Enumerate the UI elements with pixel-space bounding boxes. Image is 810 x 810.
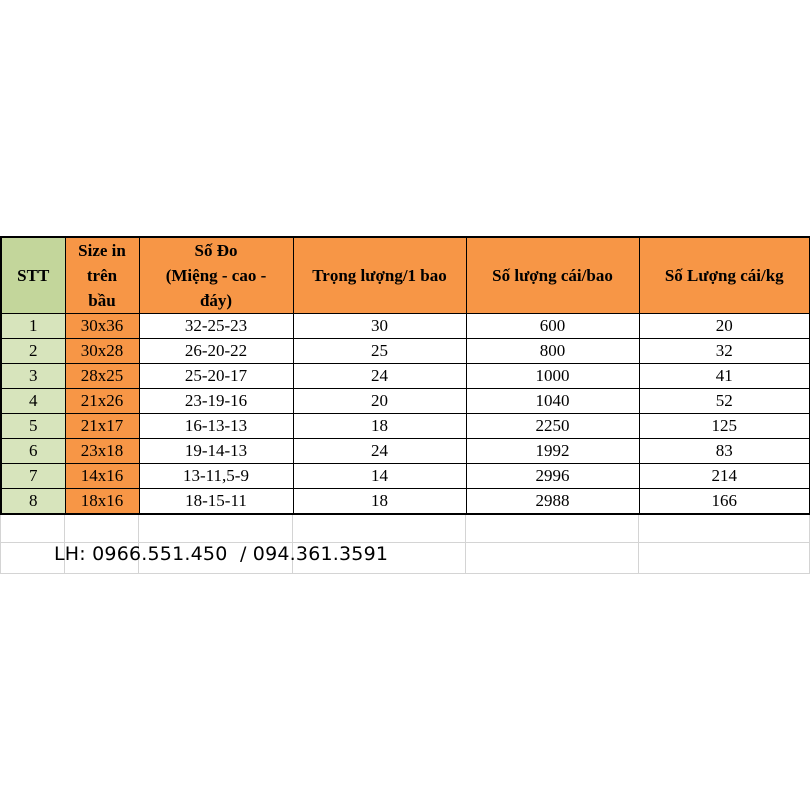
cell-measure[interactable]: 16-13-13 <box>139 414 293 439</box>
product-table <box>0 236 810 515</box>
cell-stt[interactable]: 8 <box>1 489 65 515</box>
table-body <box>1 314 810 515</box>
cell-count-bag[interactable]: 1040 <box>466 389 639 414</box>
header-size-line2: trên <box>86 266 118 285</box>
cell-measure[interactable]: 25-20-17 <box>139 364 293 389</box>
cell-measure[interactable]: 19-14-13 <box>139 439 293 464</box>
cell-count-bag[interactable]: 2988 <box>466 489 639 515</box>
cell-weight[interactable]: 24 <box>293 364 466 389</box>
cell-weight[interactable]: 14 <box>293 464 466 489</box>
table-row <box>1 389 810 414</box>
cell-size[interactable]: 23x18 <box>65 439 139 464</box>
cell-count-bag[interactable]: 600 <box>466 314 639 339</box>
grid-cell[interactable] <box>466 515 639 543</box>
header-row <box>1 237 810 314</box>
grid-cell[interactable] <box>639 515 810 543</box>
cell-size[interactable]: 28x25 <box>65 364 139 389</box>
cell-count-kg[interactable]: 83 <box>639 439 810 464</box>
grid-cell[interactable] <box>639 543 810 574</box>
cell-count-bag[interactable]: 2996 <box>466 464 639 489</box>
cell-count-bag[interactable]: 1000 <box>466 364 639 389</box>
cell-size[interactable]: 30x36 <box>65 314 139 339</box>
header-size-line1: Size in <box>78 241 126 260</box>
cell-stt[interactable]: 6 <box>1 439 65 464</box>
cell-weight[interactable]: 24 <box>293 439 466 464</box>
grid-cell[interactable] <box>1 515 65 543</box>
header-size-line3: bầu <box>88 291 116 310</box>
cell-count-kg[interactable]: 32 <box>639 339 810 364</box>
spreadsheet <box>0 236 809 574</box>
cell-stt[interactable]: 2 <box>1 339 65 364</box>
cell-count-bag[interactable]: 2250 <box>466 414 639 439</box>
cell-count-kg[interactable]: 20 <box>639 314 810 339</box>
contact-phone-text: LH: 0966.551.450 / 094.361.3591 <box>54 543 389 565</box>
cell-stt[interactable]: 3 <box>1 364 65 389</box>
header-count-bag: Số lượng cái/bao <box>466 237 639 314</box>
cell-weight[interactable]: 30 <box>293 314 466 339</box>
header-stt: STT <box>1 237 65 314</box>
cell-measure[interactable]: 26-20-22 <box>139 339 293 364</box>
cell-size[interactable]: 14x16 <box>65 464 139 489</box>
table-row <box>1 489 810 515</box>
cell-weight[interactable]: 20 <box>293 389 466 414</box>
cell-measure[interactable]: 32-25-23 <box>139 314 293 339</box>
table-row <box>1 464 810 489</box>
cell-count-kg[interactable]: 166 <box>639 489 810 515</box>
header-measure-line3: đáy) <box>199 291 233 310</box>
header-measure-line1: Số Đo <box>194 241 238 260</box>
cell-stt[interactable]: 5 <box>1 414 65 439</box>
header-weight: Trọng lượng/1 bao <box>293 237 466 314</box>
cell-size[interactable]: 18x16 <box>65 489 139 515</box>
cell-measure[interactable]: 13-11,5-9 <box>139 464 293 489</box>
grid-cell[interactable] <box>139 515 293 543</box>
grid-cell[interactable] <box>466 543 639 574</box>
cell-weight[interactable]: 18 <box>293 414 466 439</box>
table-row <box>1 364 810 389</box>
table-row <box>1 314 810 339</box>
cell-measure[interactable]: 18-15-11 <box>139 489 293 515</box>
grid-cell[interactable] <box>293 515 466 543</box>
header-measure-line2: (Miệng - cao - <box>165 266 267 285</box>
table-row <box>1 414 810 439</box>
empty-row <box>1 515 810 543</box>
cell-stt[interactable]: 1 <box>1 314 65 339</box>
cell-count-kg[interactable]: 52 <box>639 389 810 414</box>
table-row <box>1 439 810 464</box>
cell-stt[interactable]: 7 <box>1 464 65 489</box>
cell-count-kg[interactable]: 214 <box>639 464 810 489</box>
header-size <box>65 237 139 314</box>
cell-count-kg[interactable]: 125 <box>639 414 810 439</box>
cell-size[interactable]: 21x17 <box>65 414 139 439</box>
header-count-kg: Số Lượng cái/kg <box>639 237 810 314</box>
cell-count-kg[interactable]: 41 <box>639 364 810 389</box>
cell-weight[interactable]: 25 <box>293 339 466 364</box>
cell-weight[interactable]: 18 <box>293 489 466 515</box>
cell-size[interactable]: 21x26 <box>65 389 139 414</box>
cell-measure[interactable]: 23-19-16 <box>139 389 293 414</box>
cell-count-bag[interactable]: 800 <box>466 339 639 364</box>
table-row <box>1 339 810 364</box>
cell-count-bag[interactable]: 1992 <box>466 439 639 464</box>
cell-stt[interactable]: 4 <box>1 389 65 414</box>
cell-size[interactable]: 30x28 <box>65 339 139 364</box>
grid-cell[interactable] <box>65 515 139 543</box>
header-measure <box>139 237 293 314</box>
